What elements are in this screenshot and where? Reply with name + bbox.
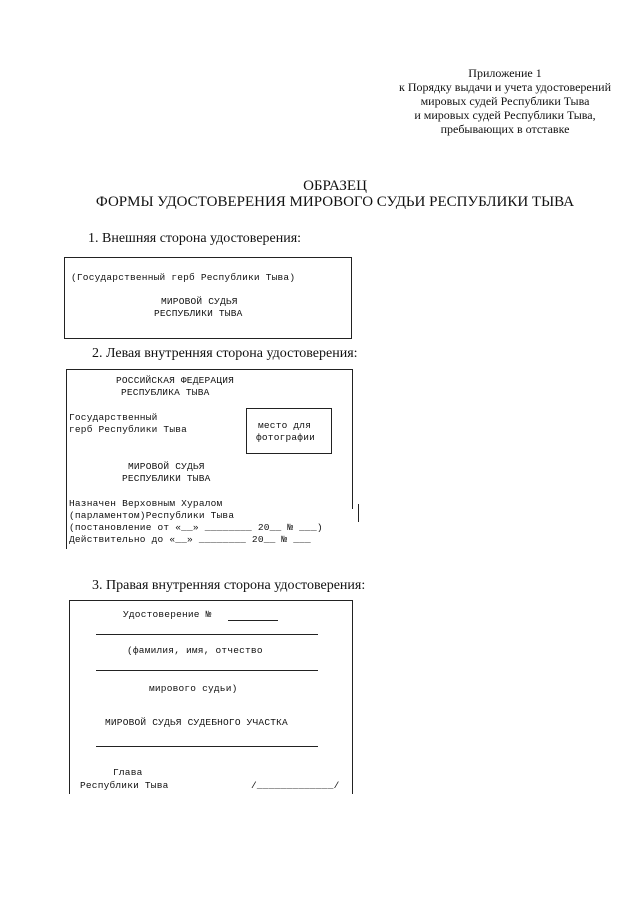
appendix-line: Приложение 1 [468, 66, 542, 80]
valid-line: Действительно до «__» ________ 20__ № ___ [69, 534, 311, 545]
frame-mark [358, 504, 359, 522]
rf-label: РОССИЙСКАЯ ФЕДЕРАЦИЯ [116, 375, 235, 386]
appendix-line: и мировых судей Республики Тыва, [414, 108, 596, 122]
document-subtitle: ФОРМЫ УДОСТОВЕРЕНИЯ МИРОВОГО СУДЬИ РЕСПУБЛИКИ ТЫВА [95, 194, 575, 210]
decree-line: (постановление от «__» ________ 20__ № ___) [69, 522, 323, 533]
plot-label: МИРОВОЙ СУДЬЯ СУДЕБНОГО УЧАСТКА [105, 717, 288, 728]
certificate-number-label: Удостоверение № [123, 609, 212, 620]
section1-heading: 1. Внешняя сторона удостоверения: [88, 231, 302, 246]
head-label-2: Республики Тыва [80, 780, 169, 791]
emblem-placeholder: (Государственный герб Республики Тыва) [71, 272, 296, 283]
frame-left [66, 369, 67, 549]
judge-title: МИРОВОЙ СУДЬЯ [161, 296, 238, 307]
appendix-line: к Порядку выдачи и учета удостоверений [399, 80, 611, 94]
name-line-2 [96, 670, 318, 671]
appendix-line: пребывающих в отставке [440, 122, 570, 136]
outer-side-box [64, 257, 352, 339]
judge-republic: РЕСПУБЛИКИ ТЫВА [122, 473, 211, 484]
appointed-line-2: (парламентом)Республики Тыва [69, 510, 235, 521]
photo-label-2: фотографии [256, 432, 316, 443]
fio-caption: (фамилия, имя, отчество [127, 645, 263, 656]
judge-caption: мирового судьи) [149, 683, 238, 694]
name-line [96, 634, 318, 635]
emblem-label-2: герб Республики Тыва [69, 424, 188, 435]
document-title: ОБРАЗЕЦ [303, 178, 367, 194]
judge-title: МИРОВОЙ СУДЬЯ [128, 461, 205, 472]
frame-top [69, 600, 352, 601]
head-label: Глава [113, 767, 143, 778]
section2-heading: 2. Левая внутренняя сторона удостоверения: [92, 346, 358, 361]
plot-line [96, 746, 318, 747]
section3-heading: 3. Правая внутренняя сторона удостоверения: [92, 578, 366, 593]
frame-right [352, 369, 353, 509]
appointed-line: Назначен Верховным Хуралом [69, 498, 223, 509]
frame-right [352, 600, 353, 794]
certificate-number-line [228, 620, 278, 621]
frame-top [66, 369, 352, 370]
photo-label: место для [258, 420, 312, 431]
frame-left [69, 600, 70, 794]
judge-republic: РЕСПУБЛИКИ ТЫВА [154, 308, 243, 319]
emblem-label: Государственный [69, 412, 158, 423]
signature-line: /_____________/ [251, 780, 340, 791]
appendix-line: мировых судей Республики Тыва [420, 94, 590, 108]
photo-placeholder [246, 408, 332, 454]
appendix-header [380, 66, 630, 136]
rt-label: РЕСПУБЛИКА ТЫВА [121, 387, 210, 398]
